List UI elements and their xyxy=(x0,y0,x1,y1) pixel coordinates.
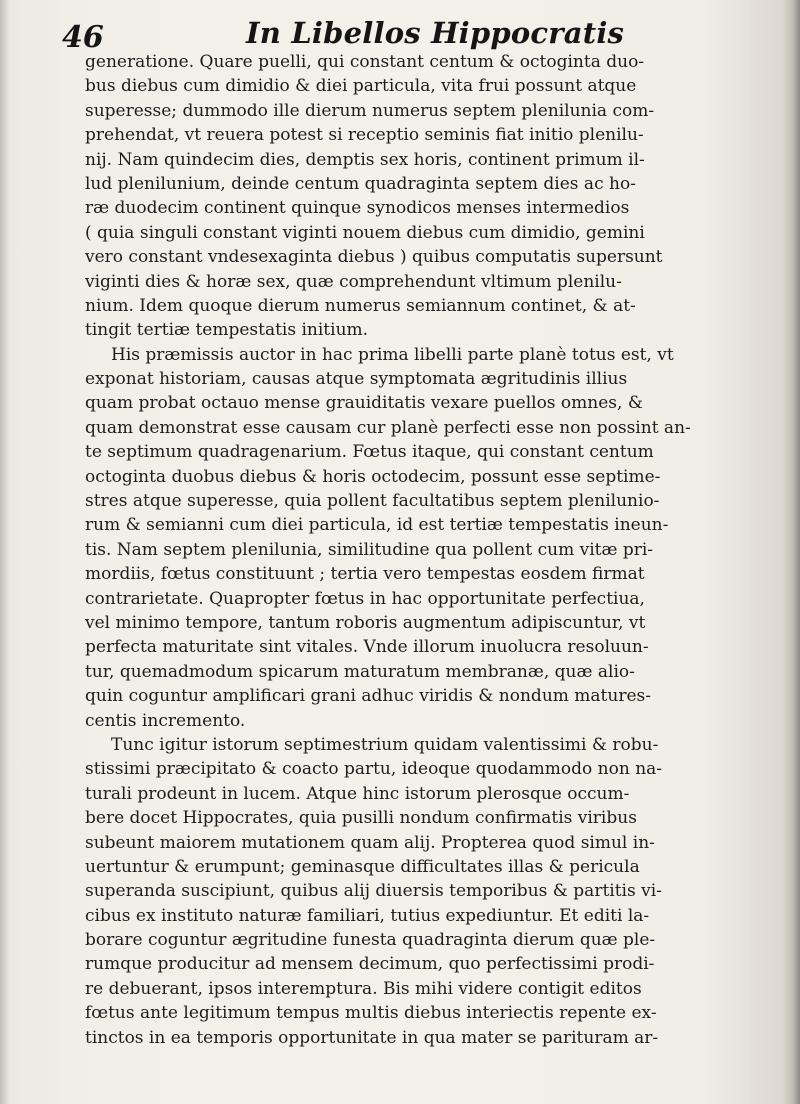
text-line: superanda suscipiunt, quibus alij diuersis temporibus & partitis vi- xyxy=(85,881,662,902)
text-line: nium. Idem quoque dierum numerus semiannum continet, & at- xyxy=(85,295,636,316)
text-line: borare coguntur ægritudine funesta quadraginta dierum quæ ple- xyxy=(85,930,656,951)
text-line: contrarietate. Quapropter fœtus in hac opportunitate perfectiua, xyxy=(85,588,645,609)
text-line: ræ duodecim continent quinque synodicos menses intermedios xyxy=(85,198,630,219)
text-line: lud plenilunium, deinde centum quadraginta septem dies ac ho- xyxy=(85,173,636,194)
text-line: uertuntur & erumpunt; geminasque difficultates illas & pericula xyxy=(85,856,640,877)
text-line: tinctos in ea temporis opportunitate in qua mater se parituram ar- xyxy=(85,1027,659,1048)
text-line: generatione. Quare puelli, qui constant centum & octoginta duo- xyxy=(85,52,645,72)
text-line: exponat historiam, causas atque symptomata ægritudinis illius xyxy=(85,369,628,390)
text-line: superesse; dummodo ille dierum numerus septem plenilunia com- xyxy=(85,100,655,121)
text-line: subeunt maiorem mutationem quam alij. Propterea quod simul in- xyxy=(85,832,655,853)
text-line: rumque producitur ad mensem decimum, quo perfectissimi prodi- xyxy=(85,954,655,975)
text-line: re debuerant, ipsos interemptura. Bis mihi videre contigit editos xyxy=(85,978,642,999)
text-line: turali prodeunt in lucem. Atque hinc istorum plerosque occum- xyxy=(85,783,630,804)
text-line: bere docet Hippocrates, quia pusilli nondum confirmatis viribus xyxy=(85,808,637,829)
text-line: stissimi præcipitato & coacto partu, ideoque quodammodo non na- xyxy=(85,759,663,780)
text-line: te septimum quadragenarium. Fœtus itaque, qui constant centum xyxy=(85,442,654,463)
running-head: In Libellos Hippocratis xyxy=(246,16,625,50)
text-line: quam probat octauo mense grauiditatis vexare puellos omnes, & xyxy=(85,393,643,414)
text-line: mordiis, fœtus constituunt ; tertia vero tempestas eosdem firmat xyxy=(85,564,645,585)
text-line: ( quia singuli constant viginti nouem diebus cum dimidio, gemini xyxy=(85,222,645,243)
text-line: prehendat, vt reuera potest si receptio seminis fiat initio plenilu- xyxy=(85,125,644,146)
page-gutter-shadow xyxy=(0,0,10,1104)
text-line: tur, quemadmodum spicarum maturatum membranæ, quæ alio- xyxy=(85,661,635,682)
text-line: rum & semianni cum diei particula, id est tertiæ tempestatis ineun- xyxy=(85,515,669,536)
text-line: bus diebus cum dimidio & diei particula, vita frui possunt atque xyxy=(85,76,637,97)
text-line: vel minimo tempore, tantum roboris augmentum adipiscuntur, vt xyxy=(85,612,646,633)
text-line: quin coguntur amplificari grani adhuc viridis & nondum matures- xyxy=(85,686,651,707)
text-line: perfecta maturitate sint vitales. Vnde illorum inuolucra resoluun- xyxy=(85,637,649,658)
body-text xyxy=(85,50,735,1050)
text-line: tis. Nam septem plenilunia, similitudine qua pollent cum vitæ pri- xyxy=(85,539,654,560)
text-line: vero constant vndesexaginta diebus ) quibus computatis supersunt xyxy=(85,247,663,268)
text-line: quam demonstrat esse causam cur planè perfecti esse non possint an- xyxy=(85,417,691,438)
text-line: fœtus ante legitimum tempus multis diebus interiectis repente ex- xyxy=(85,1003,657,1024)
text-line: Tunc igitur istorum septimestrium quidam valentissimi & robu- xyxy=(111,734,659,755)
text-line: cibus ex instituto naturæ familiari, tutius expediuntur. Et editi la- xyxy=(85,905,650,926)
text-line: His præmissis auctor in hac prima libelli parte planè totus est, vt xyxy=(111,344,674,365)
page-edge-shadow xyxy=(782,0,800,1104)
text-line: octoginta duobus diebus & horis octodecim, possunt esse septime- xyxy=(85,466,661,487)
text-line: stres atque superesse, quia pollent facultatibus septem plenilunio- xyxy=(85,491,660,512)
text-line: nij. Nam quindecim dies, demptis sex horis, continent primum il- xyxy=(85,149,645,170)
text-line: viginti dies & horæ sex, quæ comprehendunt vltimum plenilu- xyxy=(85,271,622,292)
text-line: tingit tertiæ tempestatis initium. xyxy=(85,320,369,341)
page-number: 46 xyxy=(62,20,104,55)
text-line: centis incremento. xyxy=(85,710,246,731)
